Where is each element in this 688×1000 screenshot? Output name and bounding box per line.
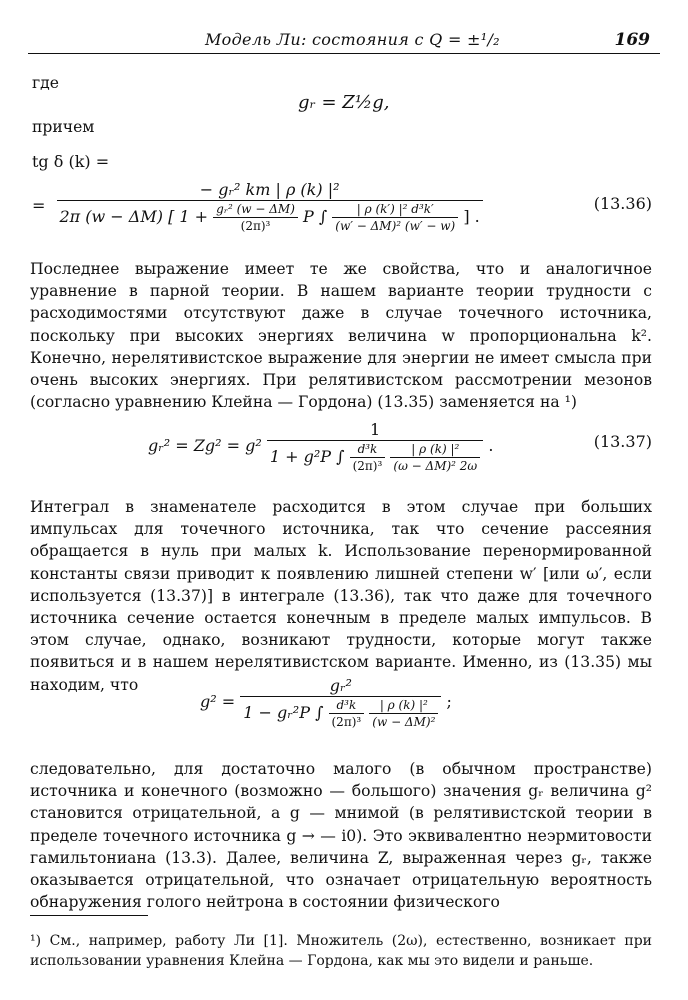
- paragraph-1: Последнее выражение имеет те же свойства, что и аналогичное уравнение в парной теории. В нашем варианте теории трудности с расходимостями отсутствуют даже в случае точечного источника, поскольку при высоких энергиях величина w пропорциональна k². Конечно, нерелятивистское выражение для энергии не имеет смысла при очень высоких энергиях. При релятивистском рассмотрении мезонов (согласно уравнению Клейна — Гордона) (13.35) заменяется на ¹): [30, 260, 652, 412]
- eq3-inner-frac2: [369, 698, 438, 729]
- paragraph-2: Интеграл в знаменателе расходится в этом случае при больших импульсах для точечного источника, так что сечение рассеяния обращается в нуль при малых k. Использование перенормированной константы связи приводит к появлению лишней степени w′ [или ω′, если используется (13.37)] в интеграле (13.36), так что даже для точечного источника сечение остается конечным в пределе малых импульсов. В этом случае, однако, возникают трудности, которые могут также появиться и в нашем нерелятивистском варианте. Именно, из (13.35) мы находим, что: [30, 498, 652, 694]
- equation-gr: gᵣ = Z½g,: [298, 92, 390, 113]
- eq1337-den-b: d³k: [350, 442, 386, 458]
- eq3-inner-frac1: [329, 698, 365, 729]
- eq3-numerator: gᵣ²: [240, 676, 441, 697]
- eq1336-equals: =: [32, 196, 46, 215]
- eq1336-numerator: − gᵣ² km | ρ (k) |²: [57, 180, 483, 201]
- page-number: 169: [614, 30, 650, 50]
- eq1337-inner-frac1: [350, 442, 386, 473]
- eq1336-denominator: [57, 201, 483, 233]
- eq1337-denominator: [267, 441, 483, 473]
- eq1337-den-d: | ρ (k) |²: [390, 442, 480, 458]
- eq1337-inner-frac2: [390, 442, 480, 473]
- eq1336-den-c: (2π)³: [240, 219, 271, 233]
- eq1336-den-d: P ∫: [303, 207, 328, 226]
- eq1337-den-a: 1 + g²P ∫: [269, 447, 345, 466]
- eq1337-den-e: (ω − ΔM)² 2ω: [393, 459, 478, 473]
- eq3-tail: ;: [446, 692, 452, 711]
- eq1337-lhs: gᵣ² = Zg² = g²: [148, 436, 262, 455]
- eq1336-den-e: | ρ (k′) |² d³k′: [332, 202, 458, 218]
- eq3-denominator: [240, 697, 441, 729]
- equation-label-13-36: (13.36): [593, 194, 652, 213]
- paragraph-3: следовательно, для достаточно малого (в обычном пространстве) источника и конечного (возможно — большого) значения gᵣ величина g² становится отрицательной, а g — мнимой (в релятивистской теории в пределе точечного источника g → — i0). Это эквивалентно неэрмитовости гамильтониана (13.3). Далее, величина Z, выраженная через gᵣ, также оказывается отрицательной, что означает отрицательную вероятность обнаружения голого нейтрона в состоянии физического: [30, 760, 652, 912]
- footnote: ¹) См., например, работу Ли [1]. Множитель (2ω), естественно, возникает при использовании уравнения Клейна — Гордона, как мы это видели и раньше.: [30, 933, 652, 969]
- equation-13-36: [32, 180, 483, 233]
- eq1337-den-c: (2π)³: [352, 459, 383, 473]
- where-label: где: [32, 74, 59, 92]
- with-label: причем: [32, 118, 95, 136]
- eq1336-den-g: ] .: [463, 207, 480, 226]
- eq3-den-a: 1 − gᵣ²P ∫: [243, 703, 324, 722]
- equation-label-13-37: (13.37): [593, 432, 652, 451]
- equation-tg-lhs: tg δ (k) =: [32, 152, 110, 171]
- footnote-rule: [30, 915, 148, 916]
- eq1336-inner-frac2: [332, 202, 458, 233]
- eq1336-inner-frac1: [213, 202, 298, 233]
- eq1336-den-f: (w′ − ΔM)² (w′ − w): [335, 219, 456, 233]
- eq3-lhs: g² =: [200, 692, 236, 711]
- eq3-den-d: | ρ (k) |²: [369, 698, 438, 714]
- equation-13-37: [148, 420, 493, 473]
- equation-g2: [200, 676, 452, 729]
- eq1337-numerator: 1: [267, 420, 483, 441]
- page-header: [0, 28, 688, 54]
- eq3-fraction: [240, 676, 441, 729]
- eq3-den-e: (w − ΔM)²: [372, 715, 436, 729]
- eq1336-den-b: gᵣ² (w − ΔM): [213, 202, 298, 218]
- eq1336-fraction: [57, 180, 483, 233]
- header-rule: [28, 53, 660, 54]
- eq1336-den-a: 2π (w − ΔM) [ 1 +: [59, 207, 209, 226]
- eq3-den-c: (2π)³: [331, 715, 362, 729]
- running-title: Модель Ли: состояния с Q = ±¹/₂: [205, 30, 500, 49]
- eq1337-fraction: [267, 420, 483, 473]
- eq3-den-b: d³k: [329, 698, 365, 714]
- eq1337-tail: .: [488, 436, 494, 455]
